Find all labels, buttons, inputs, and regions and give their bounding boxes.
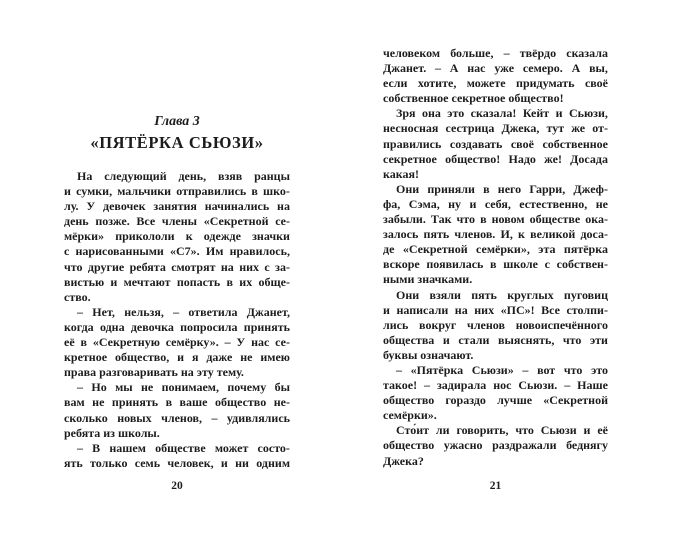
- text-line: буквы означают.: [383, 347, 474, 362]
- text-line: и сумки, мальчики отправились в шко-: [64, 184, 290, 199]
- right-page-body: [383, 46, 608, 469]
- text-line: права разговаривать на эту тему.: [64, 365, 244, 380]
- text-line: На следующий день, взяв ранцы: [77, 169, 290, 183]
- text-line: с нарисованными «С7». Им нравилось,: [64, 244, 290, 259]
- text-line: ять только семь человек, и ни одним: [64, 455, 290, 470]
- text-line: ство.: [64, 289, 91, 304]
- text-line: что другие ребята смотрят на них с за-: [64, 259, 290, 274]
- left-page-body: [64, 169, 290, 471]
- text-line: забыли. Так что в новом обществе ока-: [383, 212, 608, 227]
- text-line: собственное секретное общество!: [383, 91, 564, 106]
- text-line: общества и стали выяснять, что эти: [383, 332, 608, 347]
- text-line: правились создавать своё собственное: [383, 136, 608, 151]
- page-number-right: 21: [489, 480, 502, 492]
- text-line: несносная сестрица Джека, тут же от-: [383, 121, 608, 136]
- text-line: такое! – задирала нос Сьюзи. – Наше: [383, 378, 608, 393]
- text-line: Они приняли в него Гарри, Джеф-: [396, 181, 608, 196]
- text-line: Они взяли пять круглых пуговиц: [396, 287, 608, 302]
- text-line: лу. У девочек занятия начинались на: [64, 199, 290, 214]
- text-line: секретное общество! Надо же! Досада: [383, 151, 608, 166]
- text-line: фа, Сэма, ну и себя, естественно, не: [383, 196, 608, 211]
- text-line: де «Секретной семёрки», эта пятёрка: [383, 242, 608, 257]
- text-line: Сто́ит ли говорить, что Сьюзи и её: [396, 423, 608, 438]
- text-line: какая!: [383, 166, 419, 181]
- text-line: – Но мы не понимаем, почему бы: [77, 380, 290, 395]
- text-line: и написали на них «ПС»! Все столпи-: [383, 302, 608, 317]
- text-line: общество гораздо лучше «Секретной: [383, 393, 608, 408]
- text-line: вистью и мечтают попасть в их обще-: [64, 274, 290, 289]
- text-line: сколько новых членов, – удивлялись: [64, 410, 290, 425]
- text-line: ребята из школы.: [64, 425, 160, 440]
- text-line: – Нет, нельзя, – ответила Джанет,: [77, 304, 290, 319]
- text-line: если хотите, можете придумать своё: [383, 76, 608, 91]
- chapter-title: «ПЯТЁРКА СЬЮЗИ»: [90, 133, 264, 152]
- text-line: вам не принять в ваше общество не-: [64, 395, 290, 410]
- text-line: день позже. Все члены «Секретной се-: [64, 214, 290, 229]
- text-line: Джанет. – А нас уже семеро. А вы,: [383, 61, 608, 76]
- text-line: кретное общество, и я даже не имею: [64, 350, 290, 365]
- text-line: вскоре появилась в школе с собствен-: [383, 257, 608, 272]
- text-line: мёрки» прикололи к одежде значки: [64, 229, 290, 244]
- text-line: лись вокруг членов новоиспечённого: [383, 317, 608, 332]
- text-line: её в «Секретную семёрку». – У нас се-: [64, 335, 290, 350]
- page-number-left: 20: [171, 480, 183, 492]
- text-line: семёрки».: [383, 408, 437, 423]
- chapter-label: Глава 3: [154, 114, 200, 129]
- text-line: залось пять членов. И, к великой доса-: [383, 227, 608, 242]
- text-line: – В нашем обществе может состо-: [77, 440, 290, 455]
- text-line: когда одна девочка попросила принять: [64, 319, 290, 334]
- text-line: Джека?: [383, 453, 424, 468]
- text-line: ными значками.: [383, 272, 473, 287]
- text-line: человеком больше, – твёрдо сказала: [383, 46, 608, 60]
- text-line: – «Пятёрка Сьюзи» – вот что это: [396, 362, 608, 377]
- text-line: Зря она это сказала! Кейт и Сьюзи,: [396, 106, 608, 121]
- text-line: общество ужасно раздражали беднягу: [383, 438, 608, 453]
